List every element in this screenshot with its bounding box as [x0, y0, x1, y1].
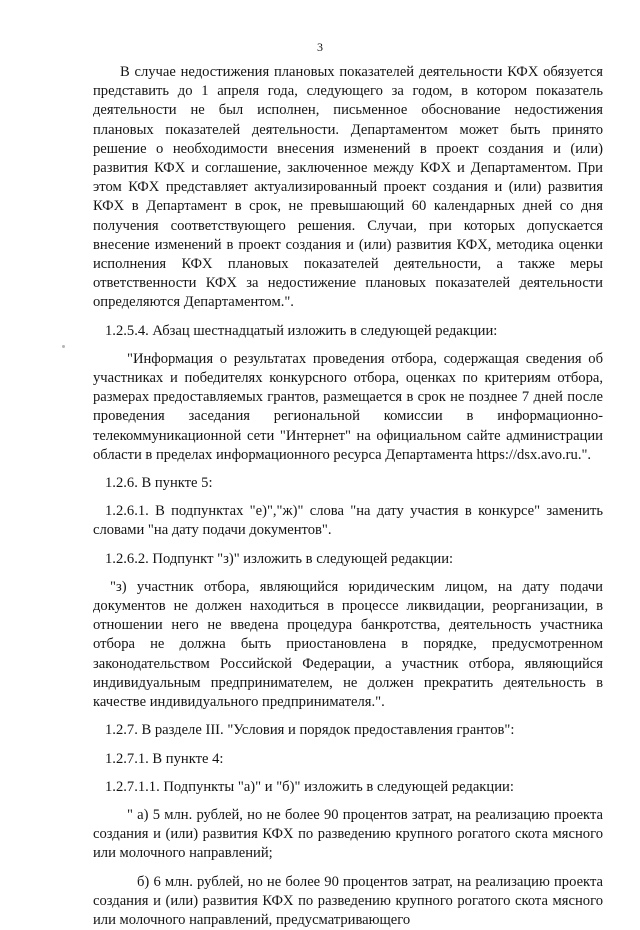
paragraph-selection-info: "Информация о результатах проведения отбора, содержащая сведения об участниках и победителях конкурсного отбора, оценках по критериям отбора, размерах предоставляемых грантов, размещается в срок не позднее 7 дней после проведения заседания региональной комиссии в информационно-телекоммуникационной сети "Интернет" на официальном сайте администрации области в пределах информационного ресурса Департамента https://dsx.avo.ru.". — [93, 350, 603, 463]
paragraph-subitem-b: б) 6 млн. рублей, но не более 90 процентов затрат, на реализацию проекта создания и (или) развития КФХ по разведению крупного рогатого скота мясного или молочного направлений, предусматривающего — [93, 873, 603, 928]
paragraph-kfh-failure: В случае недостижения плановых показателей деятельности КФХ обязуется представить до 1 апреля года, следующего за годом, в котором показатель деятельности не был исполнен, письменное обоснование недостижения плановых показателей деятельности. Департаментом может быть принято решение о необходимости внесения изменений в проект создания и (или) развития КФХ и соглашение, заключенное между КФХ и Департаментом. При этом КФХ представляет актуализированный проект создания и (или) развития КФХ в Департамент в срок, не превышающий 60 календарных дней со дня получения соответствующего решения. Случаи, при которых допускается внесение изменений в проект создания и (или) развития КФХ, методика оценки исполнения КФХ плановых показателей деятельности, а также меры ответственности КФХ за недостижение плановых показателей деятельности определяются Департаментом.". — [93, 64, 603, 311]
paragraph-item-1-2-6-2: 1.2.6.2. Подпункт "з)" изложить в следующей редакции: — [105, 550, 454, 567]
scan-dot — [62, 345, 65, 348]
paragraph-item-1-2-5-4: 1.2.5.4. Абзац шестнадцатый изложить в следующей редакции: — [105, 322, 498, 339]
paragraph-subitem-z: "з) участник отбора, являющийся юридическим лицом, на дату подачи документов не должен находиться в процессе ликвидации, реорганизации, в отношении него не введена процедура банкротства, деятельность участника отбора не должна быть приостановлена в порядке, предусмотренном законодательством Российской Федерации, а участник отбора, являющийся индивидуальным предпринимателем, не должен прекратить деятельность в качестве индивидуального предпринимателя.". — [93, 578, 603, 711]
paragraph-item-1-2-6-1: 1.2.6.1. В подпунктах "е)","ж)" слова "на дату участия в конкурсе" заменить словами "на дату подачи документов". — [93, 503, 603, 539]
document-body — [93, 63, 603, 930]
page-number: 3 — [317, 40, 323, 54]
paragraph-item-1-2-6: 1.2.6. В пункте 5: — [105, 475, 213, 492]
paragraph-item-1-2-7: 1.2.7. В разделе III. "Условия и порядок предоставления грантов": — [105, 722, 515, 739]
paragraph-subitem-a: " а) 5 млн. рублей, но не более 90 процентов затрат, на реализацию проекта создания и (или) развития КФХ по разведению крупного рогатого скота мясного или молочного направлений; — [93, 806, 603, 862]
paragraph-item-1-2-7-1-1: 1.2.7.1.1. Подпункты "а)" и "б)" изложить в следующей редакции: — [105, 778, 514, 795]
paragraph-item-1-2-7-1: 1.2.7.1. В пункте 4: — [105, 750, 224, 767]
